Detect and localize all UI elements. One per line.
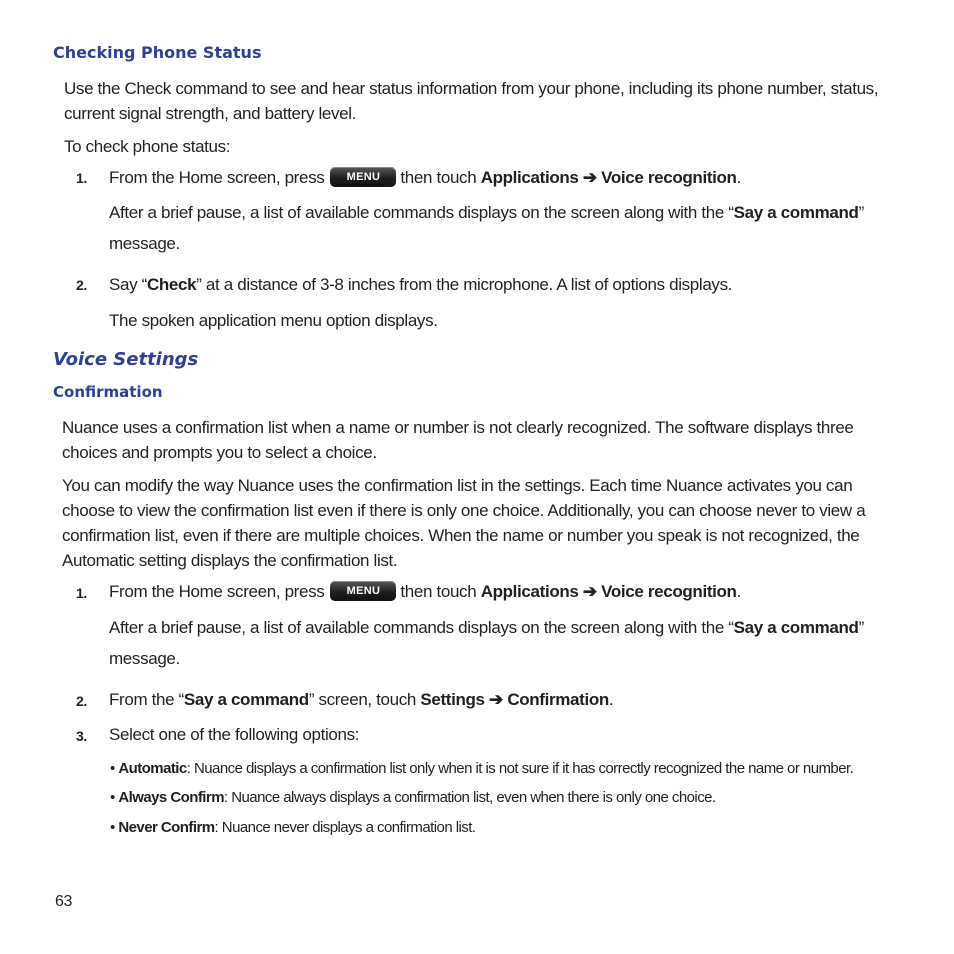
option-bullet: • Automatic: Nuance displays a confirmation list only when it is not sure if it has correctly recognized the name or number.	[110, 760, 854, 777]
paragraph-line: Automatic setting displays the confirmation list.	[62, 551, 398, 570]
menu-key-icon: MENU	[330, 167, 396, 187]
option-bullet: • Always Confirm: Nuance always displays a confirmation list, even when there is only one choice.	[110, 789, 716, 806]
step-text: From the “Say a command” screen, touch Settings ➔ Confirmation.	[109, 690, 614, 709]
step-number: 2.	[76, 277, 87, 293]
option-bullet: • Never Confirm: Nuance never displays a confirmation list.	[110, 819, 476, 836]
paragraph-line: Nuance uses a confirmation list when a name or number is not clearly recognized. The software displays three	[62, 418, 854, 437]
section-heading: Voice Settings	[53, 349, 199, 370]
intro-line: Use the Check command to see and hear status information from your phone, including its phone number, status,	[64, 79, 879, 98]
step-number: 3.	[76, 728, 87, 744]
step-subtext: message.	[109, 649, 180, 668]
step-text: From the Home screen, press MENU then touch Applications ➔ Voice recognition.	[109, 168, 741, 187]
step-number: 1.	[76, 585, 87, 601]
step-subtext: After a brief pause, a list of available commands displays on the screen along with the “Say a command”	[109, 618, 864, 637]
step-subtext: After a brief pause, a list of available commands displays on the screen along with the “Say a command”	[109, 203, 864, 222]
step-text: From the Home screen, press MENU then touch Applications ➔ Voice recognition.	[109, 582, 741, 601]
step-number: 1.	[76, 170, 87, 186]
step-text: Say “Check” at a distance of 3-8 inches from the microphone. A list of options displays.	[109, 275, 733, 294]
lead-text: To check phone status:	[64, 137, 231, 156]
section-heading: Checking Phone Status	[53, 43, 262, 62]
intro-line: current signal strength, and battery level.	[64, 104, 357, 123]
paragraph-line: choices and prompts you to select a choice.	[62, 443, 377, 462]
subsection-heading: Confirmation	[53, 383, 163, 401]
paragraph-line: choose to view the confirmation list even if there is only one choice. Additionally, you can choose never to view a	[62, 501, 866, 520]
menu-key-icon: MENU	[330, 581, 396, 601]
paragraph-line: confirmation list, even if there are multiple choices. When the name or number you speak is not recognized, the	[62, 526, 860, 545]
step-number: 2.	[76, 693, 87, 709]
step-subtext: message.	[109, 234, 180, 253]
step-subtext: The spoken application menu option displays.	[109, 311, 438, 330]
page-number: 63	[55, 893, 73, 910]
step-text: Select one of the following options:	[109, 725, 360, 744]
paragraph-line: You can modify the way Nuance uses the confirmation list in the settings. Each time Nuance activates you can	[62, 476, 853, 495]
